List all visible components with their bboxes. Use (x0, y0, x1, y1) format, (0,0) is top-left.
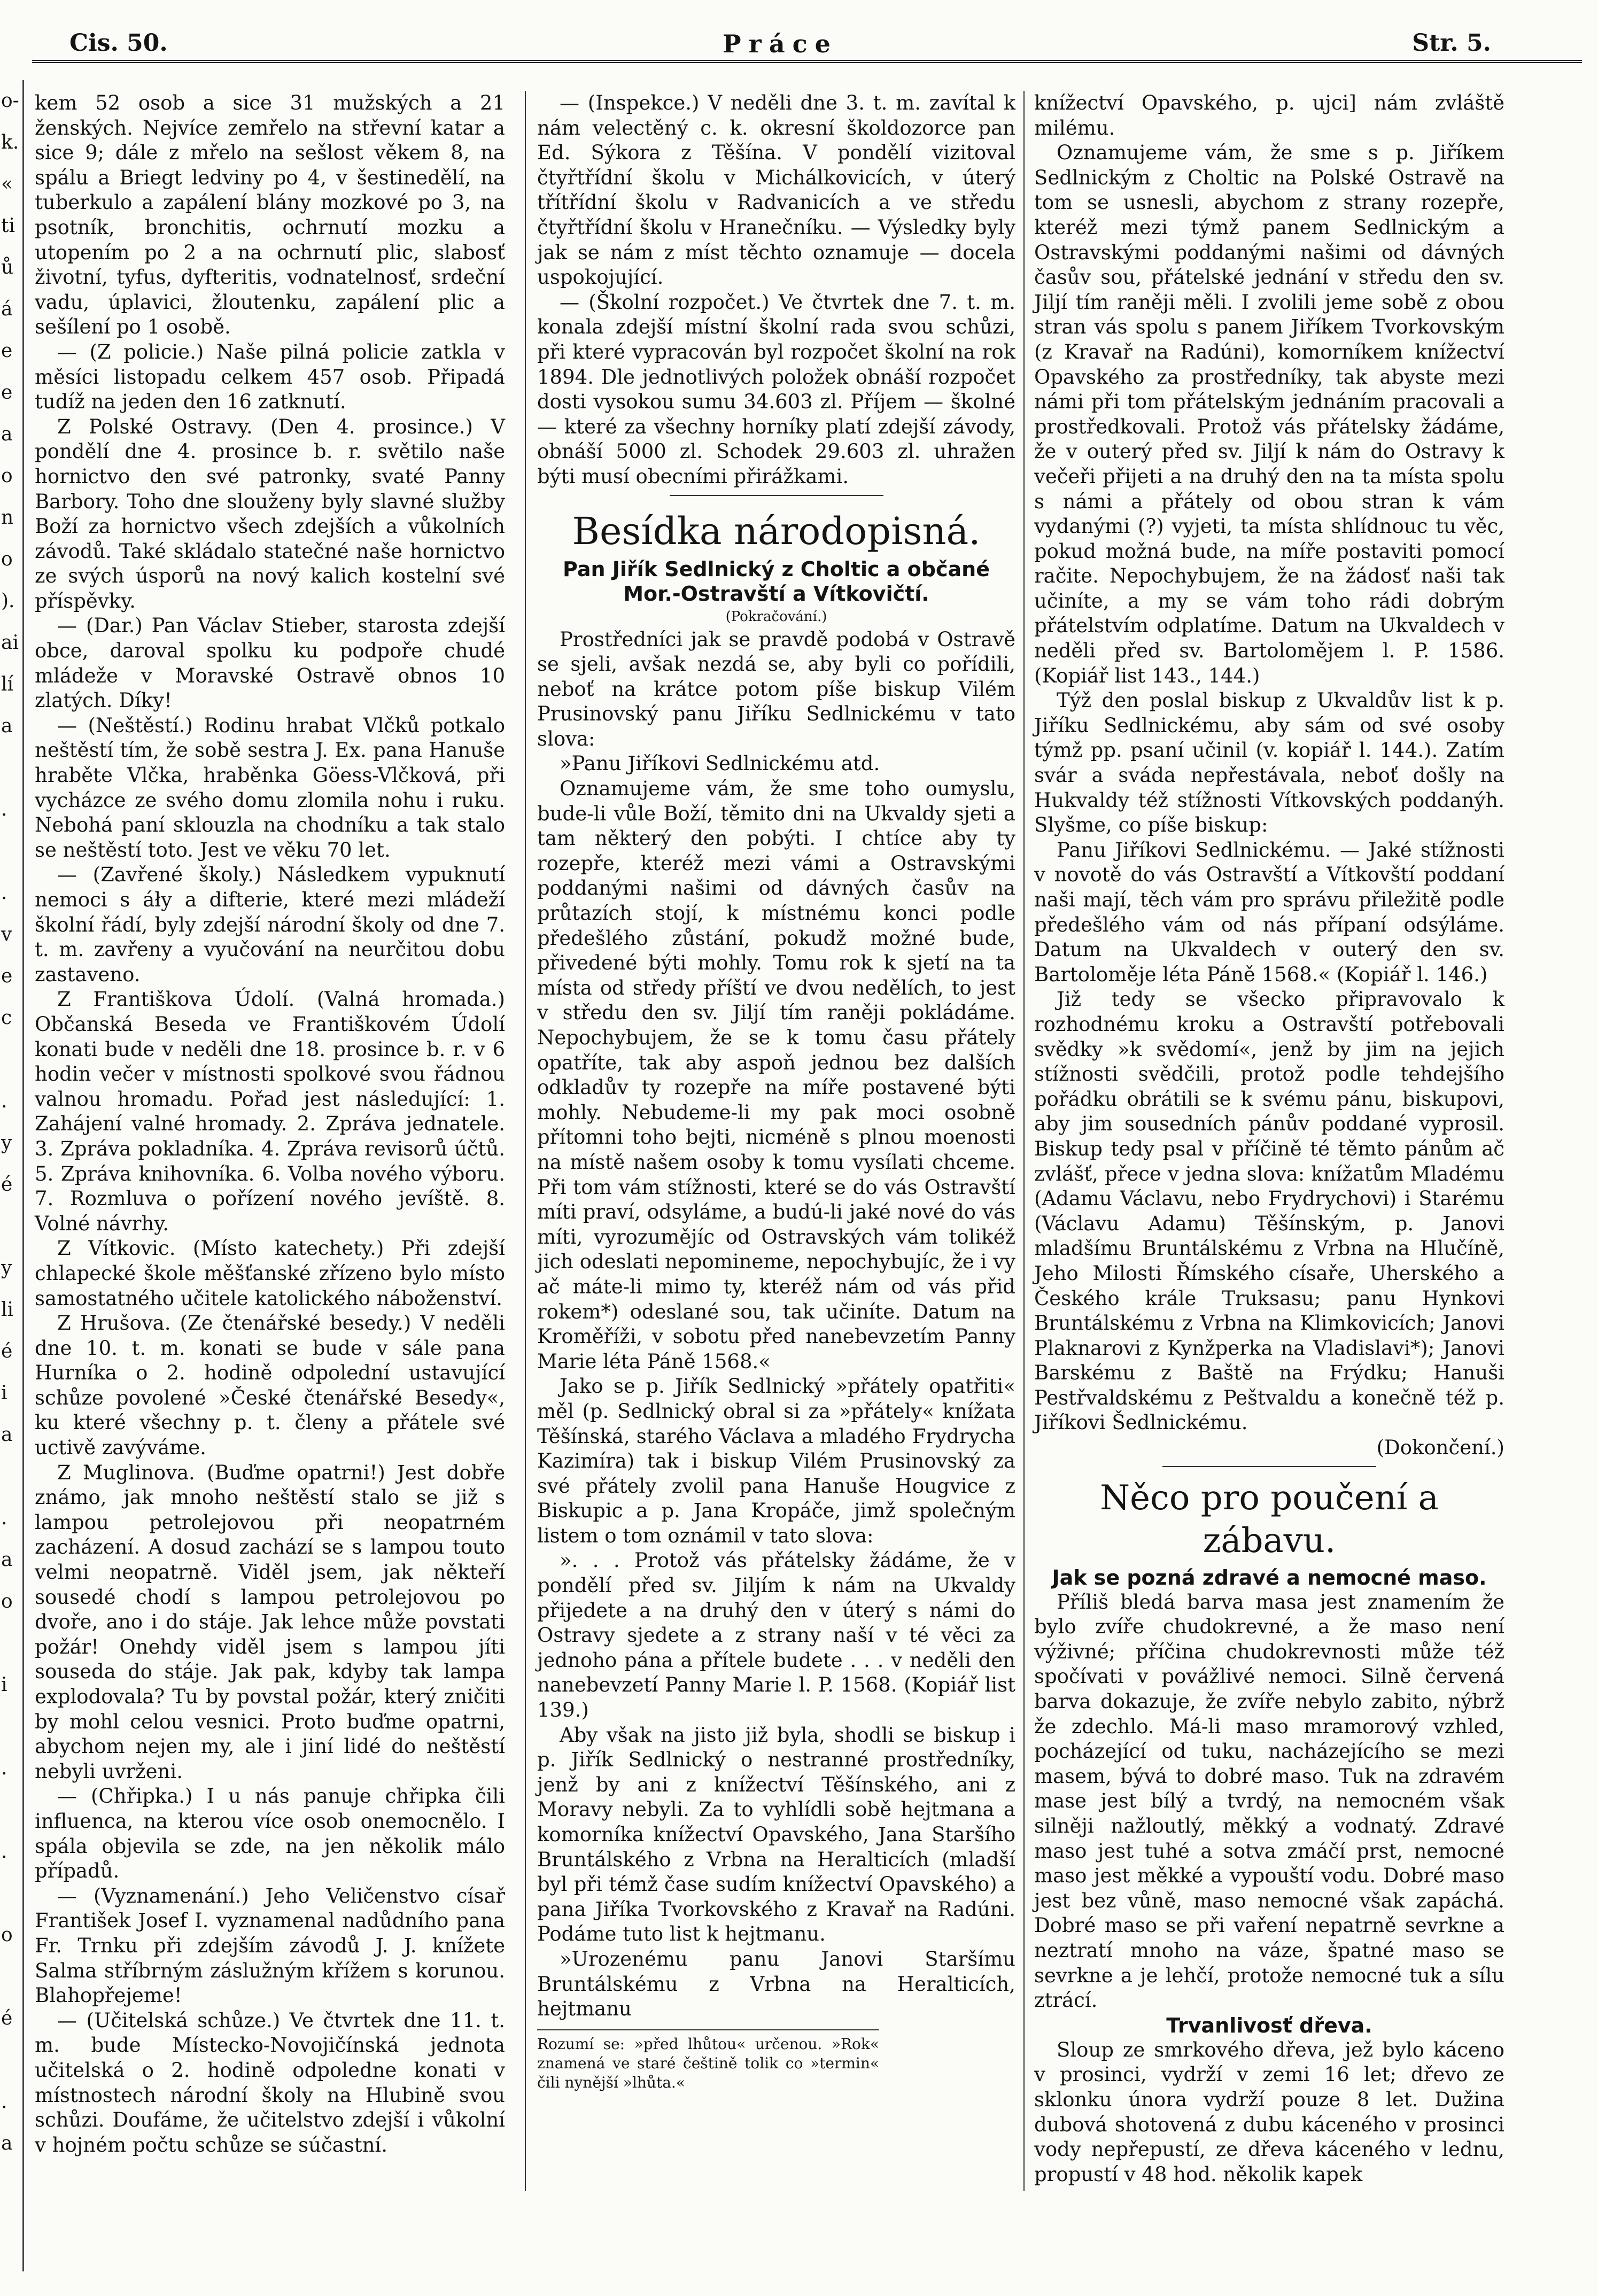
section-divider (670, 495, 883, 496)
margin-fragment: . (1, 798, 7, 820)
margin-fragment: e (1, 965, 13, 987)
margin-fragment: é (1, 1340, 13, 1362)
margin-fragment: v (1, 924, 12, 945)
paragraph: Sloup ze smrkového dřeva, jež bylo káceno v prosinci, vydrží v zemi 16 let; dřevo ze sklonku února vydrží pouze 8 let. Dužina dubová shotovená z dubu káceného v prosinci vody nepřepustí, ze dřeva káceného v lednu, propustí v 48 hod. několik kapek (1034, 2038, 1504, 2186)
article-title: Pan Jiřík Sedlnický z Choltic a občané Mor.-Ostravští a Vítkovičtí. (563, 557, 990, 606)
margin-fragment: k. (1, 131, 19, 153)
paragraph: Z Polské Ostravy. (Den 4. prosince.) V pondělí dne 4. prosince b. r. světilo naše hornictvo den své patronky, svaté Panny Barbory. Toho dne slouženy byly slavné služby Boží za hornictvo všech zdejších a vůkolních závodů. Také skládalo statečné naše hornictvo ze svých úsporů na nový kalich kostelní své příspěvky. (35, 415, 505, 612)
margin-fragment: . (1, 882, 7, 904)
margin-fragment: i (1, 1382, 7, 1404)
margin-fragment: a (1, 1424, 13, 1446)
paragraph: knížectví Opavského, p. ujci] nám zvláště milému. (1034, 91, 1504, 139)
column-divider-2 (1023, 91, 1025, 2191)
paragraph: Oznamujeme vám, že sme s p. Jiříkem Sedlnickým z Choltic na Polské Ostravě na tom se usnesli, abychom z strany rozepře, kteréž mezi týmž panem Sedlnickým a Ostravskými poddanými našimi od dávných časův sou, přátelské jednání v středu den sv. Jiljí tím raněji měli. I zvolili jeme sobě z obou stran vás spolu s panem Jiříkem Tvorkovským (z Kravař na Radúni), komorníkem knížectví Opavského za prostředníky, tak abyste mezi námi při tom přátelským jednáním pracovali a prostředkovali. Protož vás přátelsky žádáme, že v outerý před sv. Jiljí k nám do Ostravy k večeři přijeti a na druhý den na ta místa spolu s námi a přátely od obou stran k vám vydanými (?) vyjeti, ta místa shlídnouc tu věc, pokud možná bude, na míře postaviti pomocí račite. Nepochybujem, že na žádosť naši tak učiníte, a my se vám toho rádi dobrým přátelstvím odplatíme. Datum na Ukvaldech v neděli před sv. Bartolomějem l. P. 1586. (Kopiář list 143., 144.) (1034, 141, 1504, 687)
section-title: Něco pro poučení a zábavu. (1100, 1478, 1439, 1561)
margin-fragment: a (1, 1549, 13, 1571)
margin-fragment: c (1, 1007, 12, 1029)
margin-fragment: o (1, 1924, 13, 1946)
section-title: Besídka národopisná. (572, 509, 981, 553)
margin-fragment: ). (1, 590, 15, 612)
paragraph: Příliš bledá barva masa jest znamením že bylo zvíře chudokrevné, a že maso není výživné; příčina chudokrevnosti může též spočívati v povážlivé nemoci. Silně červená barva dokazuje, že zvíře nebylo zabito, nýbrž že zdechlo. Má-li maso mramorový vzhled, pocházející od tuku, nacházejícího se mezi masem, bývá to dobré maso. Tuk na zdravém mase jest bílý a tvrdý, na nemocném však silněji nažloutlý, měkký a vodnatý. Zdravé maso jest tuhé a sotva zmáčí prst, nemocné maso jest měkké a vypouští vodu. Dobré maso jest bez vůně, maso nemocné však zapáchá. Dobré maso se při vaření nepatrně sevrkne a neztratí mnoho na váze, špatné maso se sevrkne a je lehčí, protože nemocné tuk a sílu ztrácí. (1034, 1590, 1504, 2012)
paragraph: — (Inspekce.) V neděli dne 3. t. m. zavítal k nám velectěný c. k. okresní školdozorce pan Ed. Sýkora z Těšína. V pondělí vizitoval čtyřtřídní školu v Michálkovicích, v úterý třítřídní školu v Radvanicích a ve středu čtyřtřídní školu v Hranečníku. — Výsledky byly jak se nám z míst těchto oznamuje — docela uspokojující. (537, 91, 1015, 289)
margin-fragment (0, 1956, 22, 1998)
paragraph: Již tedy se všecko připravovalo k rozhodnému kroku a Ostravští potřebovali svědky »k svědomí«, jenž by jim na jejich stížnosti svědčili, protož podle tehdejšího pořádku obrátili se k svému pánu, biskupovi, aby jim sousedních pánův poddané vyprosil. Biskup tedy psal v příčině té těmto pánům ač zvlášť, přece v jedna slova: knížatům Mladému (Adamu Václavu, nebo Frydrychovi) i Starému (Václavu Adamu) Těšínským, p. Janovi mladšímu Bruntálskému z Vrbna na Hlučíně, Jeho Milosti Římského císaře, Uherského a Českého krále Truksasu; panu Hynkovi Bruntálskému z Vrbna na Klimkovicích; Janovi Plaknarovi z Kynžperka na Vladislavi*); Janovi Barskému z Baště na Frýdku; Hanuši Pestřvaldskému z Peštvaldu a konečně též p. Jiříkovi Šedlnickému. (1034, 988, 1504, 1434)
column-2 (537, 91, 1015, 2092)
paragraph: Prostředníci jak se pravdě podobá v Ostravě se sjeli, avšak nezdá se, aby byli co pořídili, neboť na krátce potom píše biskup Vilém Prusinovský panu Jiříku Sedlnickému v tato slova: (537, 627, 1015, 750)
margin-fragment: . (1, 1841, 7, 1863)
paragraph: — (Neštěstí.) Rodinu hrabat Vlčků potkalo neštěstí tím, že sobě sestra J. Ex. pana Hanuše hraběte Vlčka, hraběnka Göess-Vlčková, při vycházce ze svého domu zlomila nohu i ruku. Nebohá paní sklouzla na chodníku a tak stalo se neštěstí toto. Jest ve věku 70 let. (35, 713, 505, 862)
margin-fragment: . (1, 1090, 7, 1112)
article-title: Jak se pozná zdravé a nemocné maso. (1052, 1565, 1487, 1589)
paragraph: — (Školní rozpočet.) Ve čtvrtek dne 7. t. m. konala zdejší místní školní rada svou schůzi, při které vypracován byl rozpočet školní na rok 1894. Dle jednotlivých položek obnáší rozpočet dosti vysokou sumu 34.603 zl. Příjem — školné — které za všechny horníky platí zdejší závody, obnáší 5000 zl. Schodek 29.603 zl. uhražen býti musí obecními přirážkami. (537, 290, 1015, 488)
margin-fragment (0, 1789, 22, 1831)
margin-fragment: « (1, 173, 13, 195)
margin-fragment: lí (1, 673, 14, 695)
paragraph: »Panu Jiříkovi Sedlnickému atd. (560, 752, 880, 775)
margin-fragment: a (1, 423, 13, 445)
margin-fragment: ů (1, 257, 14, 278)
paragraph: Z Vítkovic. (Místo katechety.) Při zdejší chlapecké škole měšťanské zřízeno bylo místo samostatného učitele katolického náboženství. (35, 1237, 505, 1310)
margin-fragment (0, 2039, 22, 2081)
paragraph: Aby však na jisto již byla, shodli se biskup i p. Jiřík Sedlnický o nestranné prostředníky, jenž by ani z knížectví Těšínského, ani z Moravy nebyli. Za to vyhlídli sobě hejtmana a komorníka knížectví Opavského, Jana Staršího Bruntálského z Vrbna na Heralticích (mladší byl při témž čase sudím knížectví Opavského) a pana Jiříka Tvorkovského z Kravař na Radúni. Podáme tuto list k hejtmanu. (537, 1723, 1015, 1946)
paragraph: kem 52 osob a sice 31 mužských a 21 ženských. Nejvíce zemřelo na střevní katar a sice 9; dále z mřelo na sešlost věkem 8, na spálu a Briegt ledviny po 4, v šestinedělí, na tuberkulo a zapálení blány mozkové po 3, na psotník, bronchitis, ochrnutí mozku a utopením po 2 a na ochrnutí plic, slabosť životní, tyfus, dyfteritis, vodnatelnosť, srdeční vadu, úplavici, žloutenku, zapálení plic a sešílení po 1 osobě. (35, 91, 505, 339)
margin-fragment: . (1, 2091, 7, 2113)
margin-fragment: é (1, 1174, 13, 1196)
paragraph: Oznamujeme vám, že sme toho oumyslu, bude-li vůle Boží, těmito dni na Ukvaldy sjeti a tam některý den pobýti. I chtíce aby ty rozepře, kteréž mezi vámi a Ostravskými poddanými našimi od dávných časův na průtazích stojí, k místnému konci podle předešlého zůstání, pokudž možné bude, přivedené býti mohly. Tomu rok k sjetí na ta místa od středy příští ve dvou nedělích, to jest v středu den sv. Jiljí tím raněji pokládáme. Nepochybujem, že se k tomu času přátely opatříte, tak aby aspoň jednou bez dalších odkladův ty rozepře na míře postavené býti mohly. Nebudeme-li my pak moci osobně přítomni toho bejti, nicméně s plnou moenosti na místě našem osoby k tomu vysílati chceme. Při tom vám stížnosti, které se do vás Ostravští míti praví, odsyláme, a budú-li jaké nové do vás míti, vyrozumějíc od Ostravských vám tolikéž jich odeslati nepomineme, nepochybujíc, že i vy ač máte-li mimo ty, kteréž nám od vás přid rokem*) odeslané sou, tak učiníte. Datum na Kroměříži, v sobotu před nanebevzetím Panny Marie léta Páně 1568.« (537, 777, 1015, 1373)
paragraph: Z Muglinova. (Buďme opatrni!) Jest dobře známo, jak mnoho neštěstí stalo se již s lampou petrolejovou při neopatrném zacházení. A dosud zachází se s lampou touto velmi neopatrně. Viděl jsem, jak někteří sousedé chodí s lampou petrolejovou po dvoře, ano i do stáje. Jak lehce může povstati požár! Onehdy viděl jsem s lampou jíti souseda do stáje. Jak pak, kdyby tak lampa explodovala? Tu by povstal požár, který zničiti by mohl celou vesnici. Proto buďme opatrni, abychom nejen my, ale i jiní lidé do neštěstí nebyli uvrženi. (35, 1461, 505, 1783)
margin-fragment (0, 1206, 22, 1247)
margin-fragment (0, 747, 22, 789)
margin-fragment: . (1, 1757, 7, 1779)
margin-fragment: y (1, 1132, 12, 1154)
margin-fragment (0, 1706, 22, 1748)
margin-fragment: a (1, 2132, 13, 2154)
footnote: Rozumí se: »před lhůtou« určenou. »Rok« znamená ve staré češtině tolik co »termin« čili nynější »lhůta.« (537, 2029, 879, 2092)
paragraph: — (Vyznamenání.) Jeho Veličenstvo císař František Josef I. vyznamenal nadůdního pana Fr. Trnku při zdejším závodů J. J. knížete Salma stříbrným záslužným křížem s korunou. Blahopřejeme! (35, 1884, 505, 2007)
margin-fragment: y (1, 1257, 12, 1279)
issue-number: Cis. 50. (69, 29, 168, 57)
paragraph: — (Učitelská schůze.) Ve čtvrtek dne 11. t. m. bude Místecko-Novojičínská jednota učitelská o 2. hodině odpoledne konati v místnostech národní školy na Hlubině svou schůzi. Doufáme, že učitelstvo zdejší i vůkolní v hojném počtu schůze se súčastní. (35, 2008, 505, 2157)
margin-fragment: o (1, 465, 13, 487)
concluded-note: (Dokončení.) (1376, 1436, 1504, 1460)
paragraph: Jako se p. Jiřík Sedlnický »přátely opatřiti« měl (p. Sedlnický obral si za »přátely« knížata Těšínská, starého Václava a mladého Frydrycha Kazimíra) tak i biskup Vilém Prusinovský za své přátely zvolil pana Hanuše Hougvice z Biskupic a p. Jana Kropáče, jimž společným listem o tom oznámil v tato slova: (537, 1375, 1015, 1547)
paragraph: — (Zavřené školy.) Následkem vypuknutí nemoci s áły a difterie, které mezi mládeží školní řádí, byly zdejší národní školy od dne 7. t. m. zavřeny a vyučování na neurčitou dobu zastaveno. (35, 863, 505, 986)
margin-fragment: é (1, 2007, 13, 2029)
newspaper-title: Práce (723, 29, 838, 58)
margin-fragment: li (1, 1299, 14, 1321)
margin-fragment (0, 1623, 22, 1664)
paragraph: — (Dar.) Pan Václav Stieber, starosta zdejší obce, daroval spolku ku podpoře chudé mládeže v Moravské Ostravě obnos 10 zlatých. Díky! (35, 614, 505, 712)
margin-fragment: ai (1, 632, 19, 654)
page-number: Str. 5. (1412, 29, 1491, 57)
margin-fragment: e (1, 382, 13, 404)
margin-fragment: n (1, 507, 14, 529)
margin-fragment: e (1, 340, 13, 362)
margin-fragment: á (1, 298, 13, 320)
paragraph: Z Hrušova. (Ze čtenářské besedy.) V neděli dne 10. t. m. konati se bude v sále pana Hurníka o 2. hodině odpolední ustavující schůze povolené »České čtenářské Besedy«, ku které všechny p. t. členy a přátele své uctivě zavýváme. (35, 1312, 505, 1460)
section-divider (1162, 1466, 1376, 1467)
paragraph: ». . . Protož vás přátelsky žádáme, že v pondělí před sv. Jiljím k nám na Ukvaldy přijedete a na druhý den v úterý s námi do Ostravy sjedete a z strany naší v té věci za jednoho pána a přítele budete . . . v neděli den nanebevzetí Panny Marie l. P. 1568. (Kopiář list 139.) (537, 1549, 1015, 1722)
margin-fragment: o (1, 548, 13, 570)
paragraph: Týž den poslal biskup z Ukvaldův list k p. Jiříku Sedlnickému, aby sám od své osoby týmž pp. psaní učinil (v. kopiář l. 144.). Zatím svár a sváda nepřestávala, neboť došly na Hukvaldy též stížnosti Vítkovských poddanýh. Slyšme, co píše biskup: (1034, 689, 1504, 837)
margin-fragment: . (1, 1507, 7, 1529)
column-1 (35, 91, 505, 2158)
margin-fragment: a (1, 715, 13, 737)
left-margin-fragment (0, 80, 24, 2271)
margin-fragment: i (1, 1674, 7, 1696)
margin-fragment: o- (1, 90, 19, 112)
continued-note: (Pokračování.) (725, 608, 827, 625)
margin-fragment (0, 1873, 22, 1914)
column-3 (1034, 91, 1504, 2187)
header-rule (32, 60, 1582, 63)
margin-fragment (0, 1456, 22, 1498)
margin-fragment (0, 1039, 22, 1081)
article-title: Trvanlivosť dřeva. (1166, 2013, 1372, 2037)
paragraph: »Urozenému panu Janovi Staršímu Bruntálskému z Vrbna na Heralticích, hejtmanu (537, 1947, 1015, 2021)
paragraph: — (Z policie.) Naše pilná policie zatkla v měsíci listopadu celkem 457 osob. Připadá tudíž na jeden den 16 zatknutí. (35, 340, 505, 414)
page-header (69, 29, 1491, 61)
margin-fragment: ti (1, 215, 15, 237)
paragraph: Z Františkova Údolí. (Valná hromada.) Občanská Beseda ve Františkovém Údolí konati bude v neděli dne 18. prosince b. r. v 6 hodin večer v místnosti spolkové svou řádnou valnou hromadu. Pořad jest následující: 1. Zahájení valné hromady. 2. Zpráva jednatele. 3. Zpráva pokladníka. 4. Zpráva revisorů účtů. 5. Zpráva knihovníka. 6. Volba nového výboru. 7. Rozmluva o pořízení nového jevíště. 8. Volné návrhy. (35, 988, 505, 1235)
margin-fragment (0, 831, 22, 872)
paragraph: — (Chřipka.) I u nás panuje chřipka čili influenca, na kterou více osob onemocnělo. I spála objevila se zde, na jen několik málo případů. (35, 1785, 505, 1883)
column-divider-1 (525, 91, 526, 2191)
margin-fragment: o (1, 1591, 13, 1612)
paragraph: Panu Jiříkovi Sedlnickému. — Jaké stížnosti v novotě do vás Ostravští a Vítkovští poddaní naši mají, těch vám pro správu přiležitě podle předešlého vám od nás přípaní odsýláme. Datum na Ukvaldech v outerý den sv. Bartoloměje léta Páně 1568.« (Kopiář l. 146.) (1034, 838, 1504, 986)
